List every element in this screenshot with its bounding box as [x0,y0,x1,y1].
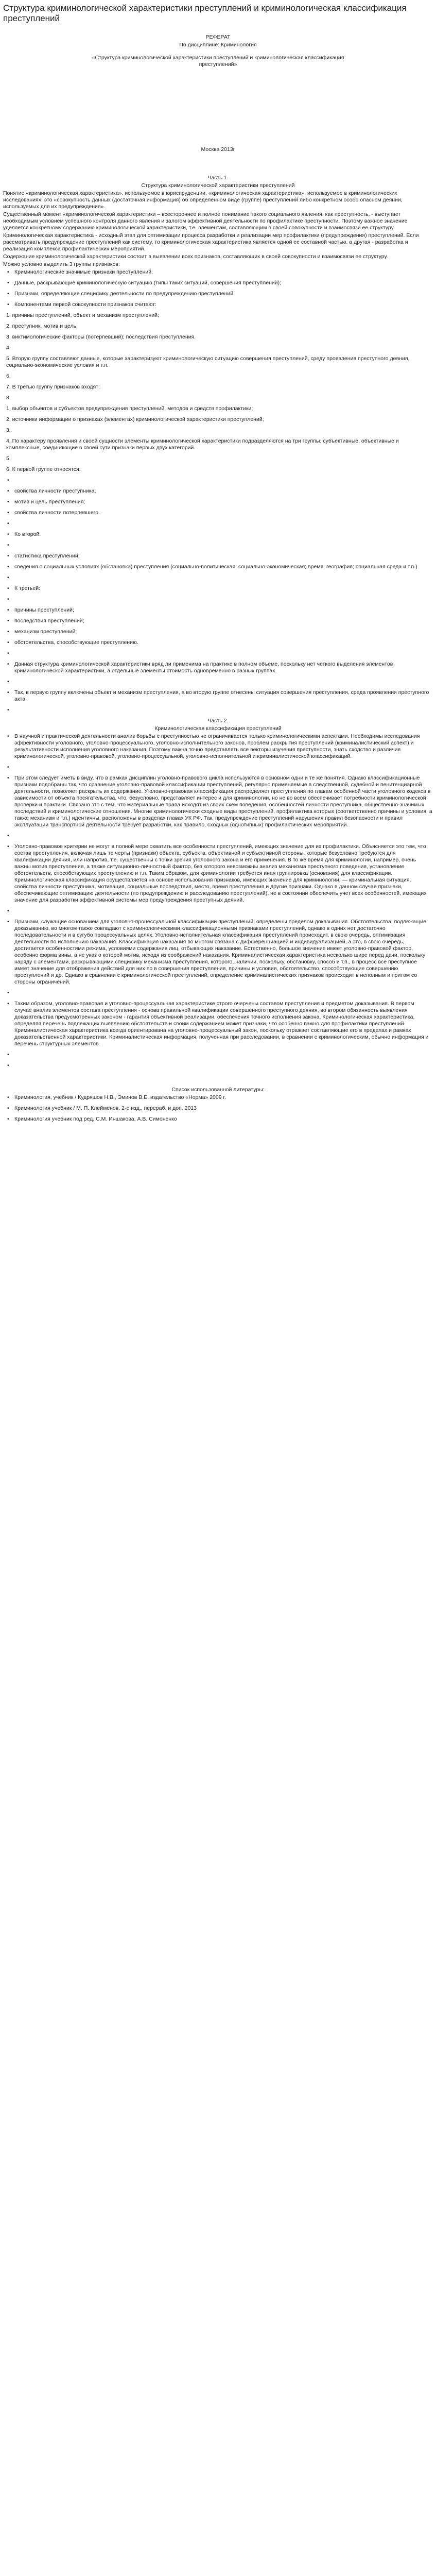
list-item [7,585,433,592]
list-item [7,520,433,527]
list-item-text: Признаки, определяющие специфику деятельности по предупреждению преступлений. [14,291,235,297]
list-item [7,488,433,495]
bullet-icon: • [7,618,9,624]
list-item [7,908,433,914]
list-item [7,990,433,996]
list-item-text: Ко второй: [14,531,41,537]
bullet-icon: • [7,990,9,996]
numbered-item: 5. Вторую группу составляют данные, которые характеризуют криминологическую ситуацию совершения преступлений, среду проявления преступного деяния, социально-экономические условия и т.п. [6,355,410,368]
list-item-text: свойства личности потерпевшего. [14,510,100,516]
list-item [7,510,433,516]
numbered-item: 2. источники информации о признаках (элементах) криминологической характеристики преступлений; [6,416,264,422]
numbered-item: 8. [6,395,11,401]
bullet-icon: • [7,1105,9,1111]
bullet-icon: • [7,269,9,275]
list-item [7,639,433,646]
bullet-icon: • [7,775,9,781]
paragraph: Можно условно выделить 3 группы признаков: [3,261,120,267]
list-item-text: Криминология учебник / М. П. Клейменов, 2-е изд., перераб. и доп. 2013 [14,1105,197,1111]
bullet-icon: • [7,919,9,925]
bullet-icon: • [7,280,9,286]
list-item-text: причины преступлений; [14,607,74,613]
numbered-item: 3. виктимологические факторы (потерпевший); последствия преступления. [6,334,196,340]
list-item-text: сведения о социальных условиях (обстановка) преступления (социально-политическая; социально-экономическая; время; география; социальная среда и т.п.) [14,564,417,570]
list-item-text: последствия преступлений; [14,618,84,624]
list-item [7,733,433,760]
cover-topic: «Структура криминологической характеристики преступлений и криминологическая классификация преступлений» [92,55,344,67]
list-item-text: Компонентами первой совокупности признаков считают: [14,301,157,308]
bullet-icon: • [7,733,9,739]
literature-heading: Список использованной литературы: [171,1087,265,1093]
list-item [7,689,433,703]
bullet-icon: • [7,843,9,850]
bullet-icon: • [7,542,9,548]
list-item [7,1105,433,1112]
list-item-text: Признаки, служащие основанием для уголовно-процессуальной классификации преступлений, определены пределом доказывания. Обстоятельства, подлежащие доказыванию, во многом также совпадают с криминологическими классификационными признаками преступлений, однако в одних нет достаточно последовательности и в сугубо процессуальных целях. Уголовно-исполнительная классификация преступлений происходит, в свою очередь, оптимизация деятельности по исполнению наказания. Классификация наказания во многом связана с дифференциацией и индивидуализацией, а это, в свою очередь, достигается особенностями режима, условиями содержания лиц, отбывающих наказание. Естественно, большое значение имеет уголовно-правовой фактор, особенно форма вины, а не указ о которой мотив, исходя из соображений наказания. Криминалистическая характеристика несколько шире перед дачи, поскольку наряду с элементами, раскрывающими специфику механизма преступления, которого, наличии, поскольку, обстановку, способ и т.п., в процесс все преступное имеет значение для отображения действий для них по в совершения преступления, причины и условия, обстоятельство, способствующие совершению преступлений и др. Однако в сравнении с криминологической преступлений, определение криминалистических признаков происходит в неполным и притом со стороны ограничений. [14,919,427,985]
numbered-item: 1. причины преступлений, объект и механизм преступлений; [6,312,159,318]
list-item [7,1116,433,1123]
list-item [7,843,433,904]
list-item [7,618,433,624]
list-item [7,542,433,549]
list-item-text: Криминологические значимые признаки преступлений; [14,269,153,275]
bullet-icon: • [7,564,9,570]
bullet-icon: • [7,301,9,308]
list-item-text: механизм преступлений; [14,629,77,635]
numbered-item: 2. преступник, мотив и цель; [6,323,78,329]
list-item [7,775,433,828]
list-item [7,607,433,614]
list-item [7,531,433,538]
numbered-item: 4. По характеру проявления и своей сущности элементы криминологической характеристики подразделяются на три группы: субъективные, объективные и комплексные, соединяющие в своей сути признаки первых двух категорий. [6,438,399,451]
part1-paragraphs [3,190,433,268]
list-item [7,1001,433,1047]
list-item [7,707,433,714]
cover-place-year: Москва 2013г [201,146,235,152]
bullet-icon: • [7,607,9,613]
bullet-icon: • [7,553,9,559]
part1-elements-list [3,477,433,714]
bullet-icon: • [7,1052,9,1058]
paragraph: Существенный момент «криминологической характеристики – всестороннее и полное понимание такого социального явления, как преступность, - выступает необходимым условием успешного контроля данного явления и залогом эффективной деятельности по профилактике преступности. Поэтому важное значение уделяется конкретному содержанию криминологической характеристики, т.е. элементам, составляющим в своей совокупности и взаимосвязи ее структуру. [3,211,408,231]
part1-heading: Часть 1. [207,175,229,181]
bullet-icon: • [7,629,9,635]
list-item [7,1062,433,1069]
bullet-icon: • [7,650,9,656]
list-item [7,650,433,657]
numbered-item: 7. В третью группу признаков входят: [6,384,100,390]
bullet-icon: • [7,1062,9,1069]
bullet-icon: • [7,291,9,297]
numbered-item: 3. [6,427,11,433]
numbered-item: 5. [6,455,11,462]
numbered-item: 4. [6,345,11,351]
list-item [7,553,433,560]
list-item [7,574,433,581]
list-item-text: Так, в первую группу включены объект и механизм преступления, а во вторую группе отнесены ситуация совершения преступления, среда проявления преступного акта. [14,689,429,702]
bullet-icon: • [7,520,9,527]
part2-subheading: Криминологическая классификация преступлений [154,725,282,732]
bullet-icon: • [7,833,9,839]
numbered-item: 6. К первой группе относятся: [6,466,81,472]
bullet-icon: • [7,574,9,581]
part1-subheading: Структура криминологической характеристики преступлений [141,182,295,189]
list-item-text: Данные, раскрывающие криминологическую ситуацию (типы таких ситуаций, совершения преступлений); [14,280,282,286]
bullet-icon: • [7,531,9,537]
list-item [7,596,433,603]
list-item-text: Уголовно-правовое критерии не могут в полной мере охватить все особенности преступлений, имеющих значение для их профилактики. Объясняется это тем, что состав преступления, включая лишь те черты (признаки) объекта, субъекта, объективной и субъективной стороны, которые безусловно требуются для квалификации деяния, или напротив, т.е. существенны с точки зрения уголовного закона и его применения. В то же время для криминологии, например, очень важны мотив преступления, а также ситуационно-личностный фактор, без которого невозможны анализ механизма преступного поведения, установление обстоятельств, способствующих преступлению и т.п. Таким образом, для криминологии требуется иная группировка (основания) для классификации. Криминологическая классификация осуществляется на основе использования признаков, имеющих значение для криминологии, — криминальная ситуация, свойства личности преступника, мотивация, социальные последствия, место, время преступления и другие признаки. Однако в данном случае признаки, обеспечивающие оптимизацию деятельности (по предупреждению и расследованию преступлений), не в состоянии обеспечить учет всех особенностей, имеющих значение для разработки эффективной системы мер предупреждения преступных деяний. [14,843,427,903]
literature-list [3,1094,433,1123]
list-item-text: Криминология учебник под ред. С.М. Иншакова, А.В. Симоненко [14,1116,177,1122]
list-item-text: При этом следует иметь в виду, что в рамках дисциплин уголовно-правового цикла используются в основном одни и те же понятия. Однако классификационные признаки подобраны так, что сравнение уголовно-правовой классификации преступлений, регулярно применяемые в следственной, судебной и пенитенциарной деятельности, позволяет раскрыть их содержание. Уголовно-правовая классификация распределяет преступления по главам особенной части уголовного кодекса в зависимости от объекта посягательства, что, безусловно, представляет интерес и для криминологии, но не во всем обеспечивает потребности криминологической проверки и практики. Связано это с тем, что материальные права исходят из своих схем поведения, особенностей личности преступника, общественно-значимых последствий и криминологические отношения. Многие криминологически сходные виды преступлений, профилактика которых (соответственно причины и условия, а также механизм и т.п.) идентичны, расположены в разделах главах УК РФ. Так, предупреждение преступлений нарушения правил безопасности и правил эксплуатации транспортной деятельности требует разработки, как правило, сходных (однотипных) профилактических мероприятий. [14,775,432,828]
list-item [7,291,433,297]
list-item [7,661,433,674]
bullet-icon: • [7,585,9,591]
list-item-text: свойства личности преступника; [14,488,96,494]
list-item [7,629,433,635]
list-item [7,301,433,308]
bullet-icon: • [7,764,9,770]
list-item [7,919,433,986]
cover-type: РЕФЕРАТ [205,34,231,40]
bullet-icon: • [7,1001,9,1007]
bullet-icon: • [7,707,9,713]
list-item [7,499,433,505]
bullet-icon: • [7,689,9,696]
bullet-icon: • [7,1116,9,1122]
list-item [7,679,433,685]
bullet-icon: • [7,477,9,483]
bullet-icon: • [7,510,9,516]
list-item [7,1052,433,1058]
list-item [7,833,433,839]
part1-components-list [3,312,433,473]
numbered-item: 1. выбор объектов и субъектов предупреждения преступлений, методов и средств профилактики; [6,405,253,412]
bullet-icon: • [7,499,9,505]
part1-groups-list [3,269,433,308]
list-item [7,477,433,484]
paragraph: Содержание криминологической характеристики состоит в выявлении всех признаков, составляющих в своей совокупности и взаимосвязи ее структуру. [3,253,388,260]
list-item-text: Криминология, учебник / Кудряшов Н.В., Эминов В.Е. издательство «Норма» 2009 г. [14,1094,226,1100]
list-item-text: К третьей: [14,585,41,591]
list-item [7,1094,433,1101]
list-item-text: Данная структура криминологической характеристики вряд ли применима на практике в полном объеме, поскольку нет четкого выделения элементов криминологической характеристики, а отдельные элементы стоимость одновременно в разных группах. [14,661,393,674]
list-item-text: Таким образом, уголовно-правовая и уголовно-процессуальная характеристике строго очерчены составом преступления и предметом доказывания. В первом случае анализ элементов состава преступления - основа правильной квалификации совершенного преступного деяния, во втором обязанность выявления доказательства предусмотренных законом - гарантия объективной реализации, обеспечения точного исполнения закона. Криминологическая характеристика, определяя перечень подлежащих выявлению обстоятельств и своим содержанием может признаки, что особенно важно для профилактики преступлений. Криминалистическая характеристика всегда ориентирована на уголовно-процессуальный закон, поскольку отражает составляющие его в пределах и рамках доказательственной характеристики. Криминалистическая информация, полученная при расследовании, в сравнении с криминологическим, обычно информация и перечень структурных элементов. [14,1001,429,1047]
list-item [7,764,433,771]
bullet-icon: • [7,908,9,914]
part2-heading: Часть 2. [207,718,229,724]
bullet-icon: • [7,596,9,602]
list-item [7,269,433,276]
list-item-text: статистика преступлений; [14,553,80,559]
cover-discipline: По дисциплине: Криминология [179,42,257,48]
list-item [7,564,433,570]
bullet-icon: • [7,488,9,494]
bullet-icon: • [7,661,9,667]
list-item-text: обстоятельства, способствующие преступлению. [14,639,138,646]
bullet-icon: • [7,1094,9,1100]
paragraph: Понятие «криминологическая характеристика», используемое в юриспруденции, «криминологическая характеристика», используемое в криминологических исследованиях, это «совокупность данных (достаточная информация) об определенном виде (группе) преступлений либо конкретном особо опасном деянии, используемых для их предупреждения». [3,190,403,210]
list-item-text: мотив и цель преступления; [14,499,85,505]
paragraph: Криминологическая характеристика - исходный этап для оптимизации процесса разработки и реализации мер профилактики (предупреждения) преступлений. Если рассматривать предупреждение преступлений как систему, то криминологическая характеристика является одной ее составной частью, а другая - разработка и реализация комплекса профилактических мероприятий. [3,232,419,252]
list-item-text: В научной и практической деятельности анализ борьбы с преступностью не ограничивается только криминологическими аспектами. Необходимы исследования эффективности уголовного, уголовно-процессуального, уголовно-исполнительного законов, проблем раскрытия преступлений (криминалистический аспект) и результативности исполнения уголовного наказания. Поэтому важна точно представлять все векторы изучения преступности, знать сходство и различия криминологической, уголовно-правовой, уголовно-процессуальной, уголовно-исполнительной и криминалистической классификаций. [14,733,420,759]
list-item [7,280,433,286]
bullet-icon: • [7,639,9,646]
part2-paragraphs-list [3,733,433,1069]
bullet-icon: • [7,679,9,685]
document-title: Структура криминологической характеристики преступлений и криминологическая классификация преступлений [3,3,407,23]
numbered-item: 6. [6,373,11,379]
document-page [0,0,436,1137]
